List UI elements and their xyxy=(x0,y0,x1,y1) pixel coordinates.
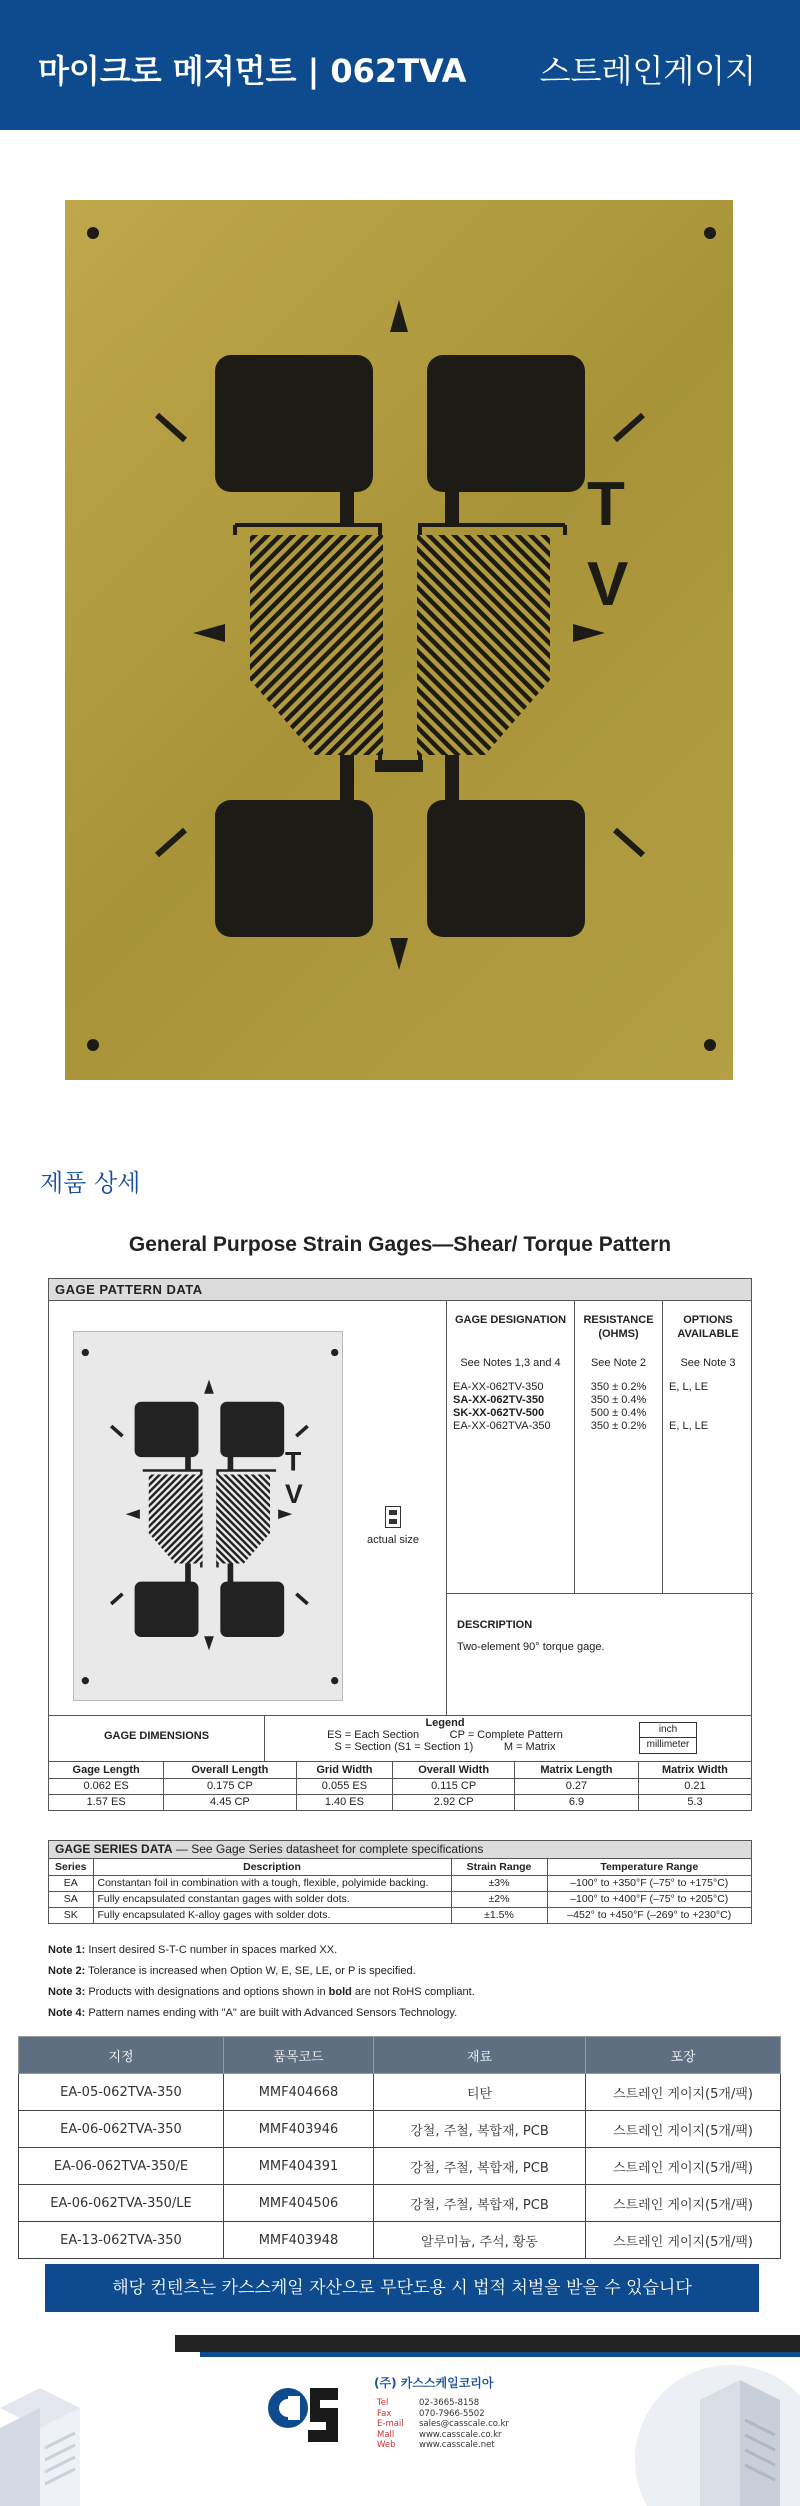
designation-column xyxy=(447,1301,575,1594)
product-col-header: 품목코드 xyxy=(224,2037,374,2074)
contact-info xyxy=(377,2398,509,2451)
unit-key xyxy=(639,1722,697,1754)
designation-header: GAGE DESIGNATION xyxy=(454,1314,567,1326)
product-cell: 알루미늄, 주석, 황동 xyxy=(374,2222,586,2259)
contact-line xyxy=(377,2440,509,2451)
series-row xyxy=(49,1875,751,1891)
product-cell: EA-06-062TVA-350 xyxy=(19,2111,224,2148)
strain-gage-photo xyxy=(65,200,733,1080)
description-heading: DESCRIPTION xyxy=(457,1619,533,1631)
legend-line: S = Section (S1 = Section 1) M = Matrix xyxy=(334,1741,556,1753)
contact-line xyxy=(377,2430,509,2441)
pattern-mark-t: T xyxy=(587,470,625,539)
note xyxy=(48,1940,752,1961)
actual-size-icon xyxy=(385,1506,401,1528)
page-subtitle: 스트레인게이지 xyxy=(539,52,756,90)
product-row xyxy=(19,2185,781,2222)
product-cell: MMF403948 xyxy=(224,2222,374,2259)
product-cell: MMF404391 xyxy=(224,2148,374,2185)
dim-header: Matrix Width xyxy=(638,1762,751,1778)
product-cell: MMF404506 xyxy=(224,2185,374,2222)
description-text: Two-element 90° torque gage. xyxy=(457,1641,605,1653)
contact-value: 070-7966-5502 xyxy=(419,2408,485,2419)
contact-key: E-mail xyxy=(377,2419,404,2429)
note-text: Pattern names ending with "A" are built with Advanced Sensors Technology. xyxy=(85,2007,458,2019)
product-row xyxy=(19,2222,781,2259)
dim-cell: 1.40 ES xyxy=(296,1794,393,1810)
description-block xyxy=(457,1619,605,1653)
dim-row-mm xyxy=(49,1794,751,1810)
copyright-warning-banner: 해당 컨텐츠는 카스스케일 자산으로 무단도용 시 법적 처벌을 받을 수 있습니다 xyxy=(45,2264,759,2312)
actual-size-label: actual size xyxy=(367,1534,419,1546)
dim-cell: 2.92 CP xyxy=(393,1794,515,1810)
product-cell: 강철, 주철, 복합재, PCB xyxy=(374,2185,586,2222)
product-cell: EA-06-062TVA-350/E xyxy=(19,2148,224,2185)
options-cell: E, L, LE xyxy=(669,1381,709,1393)
dim-cell: 0.115 CP xyxy=(393,1778,515,1794)
note-text: are not RoHS compliant. xyxy=(351,1986,475,1998)
series-col-header: Temperature Range xyxy=(547,1859,751,1875)
contact-value[interactable]: sales@casscale.co.kr xyxy=(419,2419,509,2429)
dim-cell: 0.062 ES xyxy=(49,1778,164,1794)
dim-cell: 0.27 xyxy=(515,1778,639,1794)
gage-series-table xyxy=(49,1859,751,1923)
gage-series-box xyxy=(48,1840,752,1924)
section-title: 제품 상세 xyxy=(40,1169,141,1197)
dim-cell: 4.45 CP xyxy=(164,1794,296,1810)
designation-cell: SA-XX-062TV-350 xyxy=(453,1394,545,1406)
product-col-header: 포장 xyxy=(586,2037,781,2074)
dimensions-table xyxy=(49,1762,751,1810)
product-table xyxy=(18,2036,781,2259)
note-text: Tolerance is increased when Option W, E, SE, LE, or P is specified. xyxy=(85,1965,416,1977)
dim-cell: 0.175 CP xyxy=(164,1778,296,1794)
options-header: OPTIONS AVAILABLE xyxy=(677,1314,739,1340)
legend-line: ES = Each Section CP = Complete Pattern xyxy=(327,1729,563,1741)
decorative-pattern-right xyxy=(630,2360,800,2506)
note-bold: bold xyxy=(328,1986,352,1998)
series-cell: –100° to +350°F (–75° to +175°C) xyxy=(547,1875,751,1891)
contact-line xyxy=(377,2409,509,2420)
options-column xyxy=(663,1301,753,1594)
pattern-mark-v: V xyxy=(587,550,629,619)
product-cell: EA-05-062TVA-350 xyxy=(19,2074,224,2111)
series-cell: SA xyxy=(49,1891,93,1907)
dim-header: Overall Width xyxy=(393,1762,515,1778)
product-row xyxy=(19,2148,781,2185)
note xyxy=(48,1961,752,1982)
contact-value: 02-3665-8158 xyxy=(419,2398,480,2408)
product-col-header: 재료 xyxy=(374,2037,586,2074)
gage-series-header xyxy=(49,1841,751,1859)
product-cell: 스트레인 게이지(5개/팩) xyxy=(586,2222,781,2259)
series-cell: ±3% xyxy=(451,1875,547,1891)
note-label: Note 1: xyxy=(48,1944,86,1956)
series-header-bold: GAGE SERIES DATA xyxy=(55,1842,173,1856)
series-cell: Fully encapsulated constantan gages with solder dots. xyxy=(93,1891,451,1907)
contact-line xyxy=(377,2419,509,2430)
product-cell: 스트레인 게이지(5개/팩) xyxy=(586,2185,781,2222)
product-cell: 스트레인 게이지(5개/팩) xyxy=(586,2074,781,2111)
options-cell: E, L, LE xyxy=(669,1420,709,1432)
series-cell: Constantan foil in combination with a tough, flexible, polyimide backing. xyxy=(93,1875,451,1891)
dim-cell: 0.21 xyxy=(638,1778,751,1794)
resistance-header: RESISTANCE (OHMS) xyxy=(583,1314,654,1340)
note-text: Products with designations and options shown in xyxy=(85,1986,329,1998)
options-cell xyxy=(663,1394,753,1407)
options-note: See Note 3 xyxy=(680,1357,736,1369)
gage-pattern-data-box xyxy=(48,1278,752,1811)
product-row xyxy=(19,2111,781,2148)
page-header xyxy=(0,0,800,130)
note-label: Note 3: xyxy=(48,1986,86,1998)
series-row xyxy=(49,1891,751,1907)
unit-millimeter: millimeter xyxy=(639,1738,697,1754)
product-cell: 강철, 주철, 복합재, PCB xyxy=(374,2148,586,2185)
legend xyxy=(265,1717,625,1753)
gage-pattern-diagram xyxy=(73,1331,343,1701)
resistance-note: See Note 2 xyxy=(590,1357,647,1369)
note-text: Insert desired S-T-C number in spaces marked XX. xyxy=(85,1944,338,1956)
legend-title: Legend xyxy=(425,1717,465,1729)
company-name: (주) 카스스케일코리아 xyxy=(374,2376,494,2390)
series-cell: –100° to +400°F (–75° to +205°C) xyxy=(547,1891,751,1907)
dim-row-inch xyxy=(49,1778,751,1794)
actual-size-indicator xyxy=(363,1506,423,1546)
series-cell: SK xyxy=(49,1907,93,1923)
series-cell: –452° to +450°F (–269° to +230°C) xyxy=(567,1909,732,1922)
designation-note: See Notes 1,3 and 4 xyxy=(460,1357,561,1369)
contact-key: Web xyxy=(377,2440,396,2450)
resistance-cell: 500 ± 0.4% xyxy=(590,1407,647,1419)
series-cell: ±1.5% xyxy=(451,1907,547,1923)
dim-cell: 0.055 ES xyxy=(296,1778,393,1794)
contact-key: Mall xyxy=(377,2429,395,2440)
product-row xyxy=(19,2074,781,2111)
designation-list xyxy=(447,1375,574,1433)
series-cell: EA xyxy=(49,1875,93,1891)
series-header-text: — See Gage Series datasheet for complete specifications xyxy=(172,1842,484,1856)
decorative-pattern-left xyxy=(0,2388,110,2506)
dim-header: Grid Width xyxy=(296,1762,393,1778)
contact-value[interactable]: www.casscale.co.kr xyxy=(419,2429,502,2440)
designation-cell: EA-XX-062TV-350 xyxy=(453,1381,544,1393)
series-col-header: Strain Range xyxy=(451,1859,547,1875)
product-cell: EA-06-062TVA-350/LE xyxy=(19,2185,224,2222)
notes-block xyxy=(48,1940,752,2024)
svg-text:V: V xyxy=(284,1478,303,1509)
product-cell: 강철, 주철, 복합재, PCB xyxy=(374,2111,586,2148)
product-cell: EA-13-062TVA-350 xyxy=(19,2222,224,2259)
designation-cell: EA-XX-062TVA-350 xyxy=(453,1420,551,1432)
series-col-header: Series xyxy=(49,1859,93,1875)
series-cell: Fully encapsulated K-alloy gages with solder dots. xyxy=(93,1907,451,1923)
dim-cell: 5.3 xyxy=(687,1796,703,1809)
contact-key: Fax xyxy=(377,2408,392,2419)
unit-inch: inch xyxy=(639,1722,697,1738)
gage-pattern-header: GAGE PATTERN DATA xyxy=(49,1279,751,1301)
footer-stripe-dark xyxy=(175,2335,800,2352)
note-label: Note 4: xyxy=(48,2007,86,2019)
gage-pattern-drawing xyxy=(65,200,733,1080)
dim-cell: 1.57 ES xyxy=(49,1794,164,1810)
page-title: 마이크로 메저먼트 | 062TVA xyxy=(38,52,467,90)
note xyxy=(48,2003,752,2024)
note-label: Note 2: xyxy=(48,1965,86,1977)
resistance-column xyxy=(575,1301,663,1594)
contact-line xyxy=(377,2398,509,2409)
options-cell xyxy=(663,1407,753,1420)
datasheet-title: General Purpose Strain Gages—Shear/ Torque Pattern xyxy=(128,1233,672,1256)
product-cell: 티탄 xyxy=(374,2074,586,2111)
contact-key: Tel xyxy=(377,2398,389,2408)
series-cell: ±2% xyxy=(451,1891,547,1907)
company-logo xyxy=(266,2378,344,2452)
product-col-header: 지정 xyxy=(19,2037,224,2074)
dim-header: Matrix Length xyxy=(515,1762,639,1778)
svg-text:T: T xyxy=(284,1446,302,1477)
resistance-cell: 350 ± 0.2% xyxy=(590,1381,647,1393)
note xyxy=(48,1982,752,2003)
series-row xyxy=(49,1907,751,1923)
product-cell: 스트레인 게이지(5개/팩) xyxy=(586,2111,781,2148)
dimensions-legend-row xyxy=(49,1716,751,1762)
product-cell: 스트레인 게이지(5개/팩) xyxy=(586,2148,781,2185)
dim-header: Overall Length xyxy=(164,1762,296,1778)
dim-cell: 6.9 xyxy=(515,1794,639,1810)
product-cell: MMF403946 xyxy=(224,2111,374,2148)
product-cell: MMF404668 xyxy=(224,2074,374,2111)
footer-stripe-blue xyxy=(200,2352,800,2357)
contact-value[interactable]: www.casscale.net xyxy=(419,2440,495,2450)
resistance-cell: 350 ± 0.2% xyxy=(590,1420,647,1432)
series-col-header: Description xyxy=(93,1859,451,1875)
designation-cell: SK-XX-062TV-500 xyxy=(453,1407,545,1419)
gage-dimensions-label: GAGE DIMENSIONS xyxy=(49,1716,265,1762)
dim-header: Gage Length xyxy=(49,1762,164,1778)
resistance-cell: 350 ± 0.4% xyxy=(590,1394,647,1406)
